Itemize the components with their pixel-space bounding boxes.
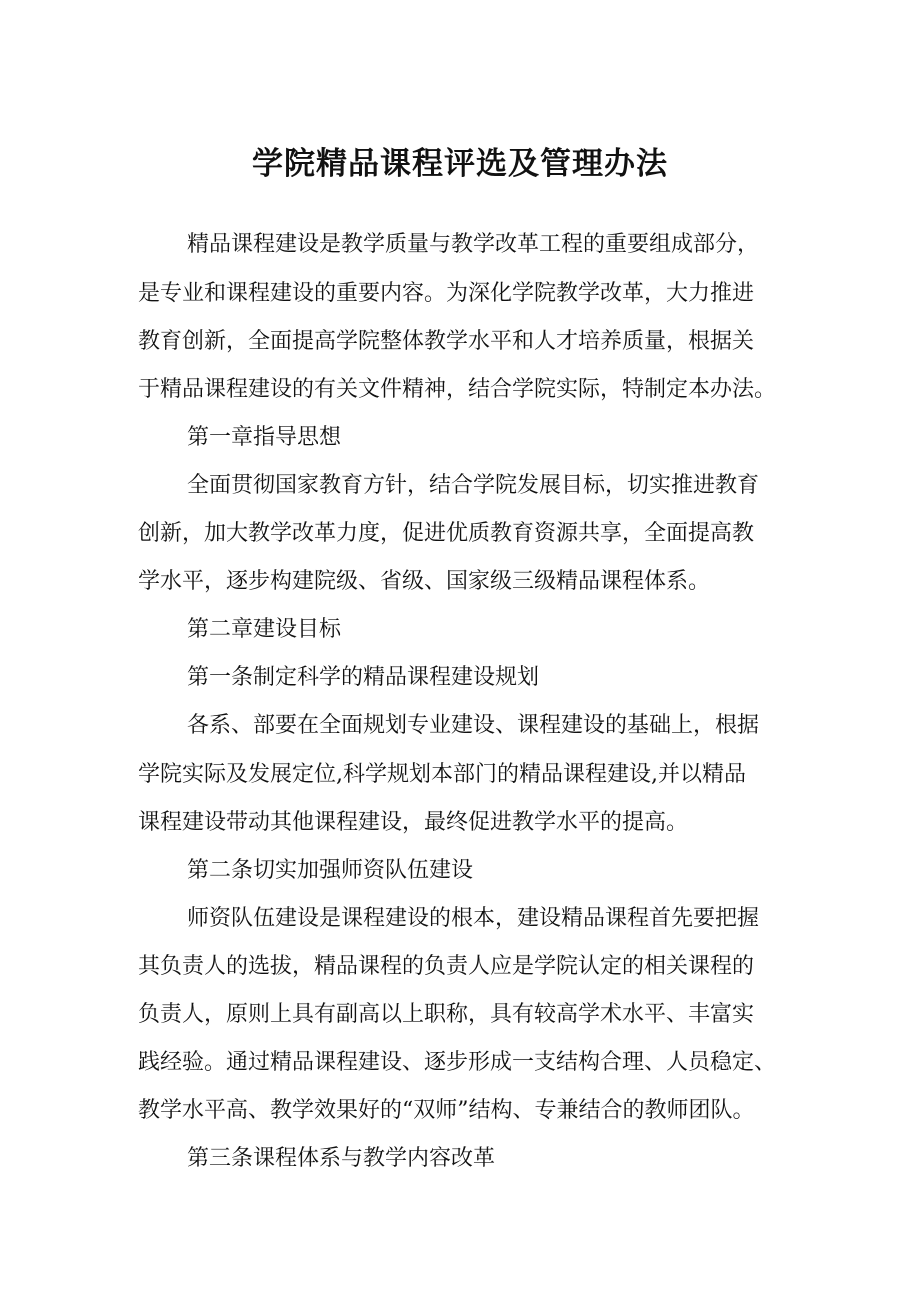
- body-line: 负责人，原则上具有副高以上职称，具有较高学术水平、丰富实: [138, 1002, 755, 1027]
- body-line: 是专业和课程建设的重要内容。为深化学院教学改革，大力推进: [138, 281, 755, 306]
- body-line: 于精品课程建设的有关文件精神，结合学院实际，特制定本办法。: [138, 377, 777, 402]
- body-line: 学院实际及发展定位,科学规划本部门的精品课程建设,并以精品: [138, 762, 746, 787]
- body-line: 精品课程建设是教学质量与教学改革工程的重要组成部分，: [187, 232, 760, 257]
- chapter-heading: 第一章指导思想: [187, 425, 342, 450]
- body-line: 教育创新，全面提高学院整体教学水平和人才培养质量，根据关: [138, 329, 755, 354]
- body-line: 全面贯彻国家教育方针，结合学院发展目标，切实推进教育: [187, 473, 760, 498]
- body-line: 学水平，逐步构建院级、省级、国家级三级精品课程体系。: [138, 569, 711, 594]
- article-heading: 第二条切实加强师资队伍建设: [187, 858, 474, 883]
- document-title: 学院精品课程评选及管理办法: [252, 146, 668, 182]
- body-line: 教学水平高、教学效果好的“双师”结构、专兼结合的教师团队。: [138, 1098, 755, 1123]
- body-line: 课程建设带动其他课程建设，最终促进教学水平的提高。: [138, 810, 689, 835]
- article-heading: 第一条制定科学的精品课程建设规划: [187, 665, 540, 690]
- body-line: 各系、部要在全面规划专业建设、课程建设的基础上，根据: [187, 713, 760, 738]
- body-line: 其负责人的选拔，精品课程的负责人应是学院认定的相关课程的: [138, 954, 755, 979]
- body-line: 践经验。通过精品课程建设、逐步形成一支结构合理、人员稳定、: [138, 1050, 777, 1075]
- body-line: 创新，加大教学改革力度，促进优质教育资源共享，全面提高教: [138, 521, 755, 546]
- article-heading: 第三条课程体系与教学内容改革: [187, 1146, 496, 1171]
- chapter-heading: 第二章建设目标: [187, 617, 342, 642]
- body-line: 师资队伍建设是课程建设的根本，建设精品课程首先要把握: [187, 906, 760, 931]
